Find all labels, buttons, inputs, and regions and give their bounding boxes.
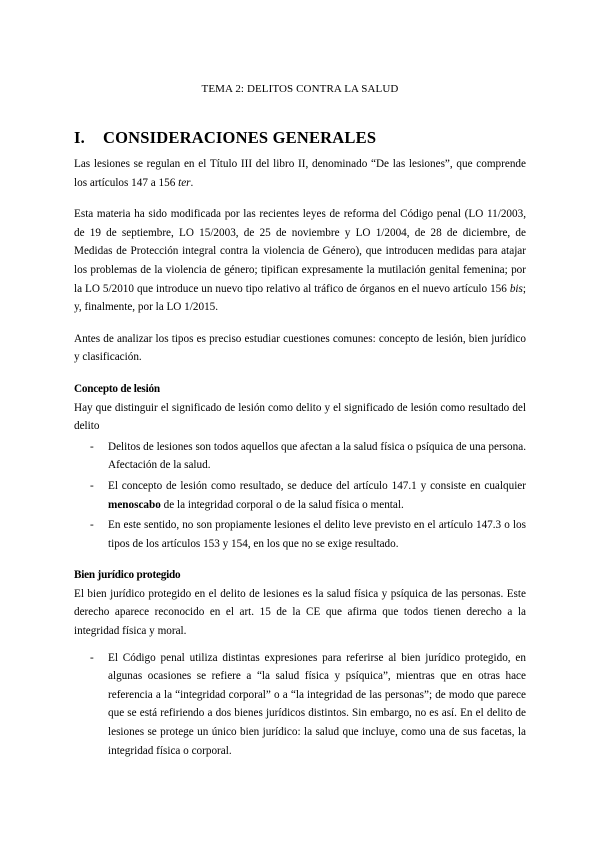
section-heading	[74, 127, 526, 149]
running-header: TEMA 2: DELITOS CONTRA LA SALUD	[201, 83, 399, 95]
list-dash: -	[90, 440, 94, 453]
paragraph-intro	[74, 155, 526, 192]
page-content	[74, 127, 526, 762]
bold-menoscabo: menoscabo	[108, 498, 161, 511]
list-item	[74, 516, 526, 553]
paragraph-reforms-text: Esta materia ha sido modificada por las recientes leyes de reforma del Código penal (LO 11/2003, de 19 de septiembre, LO 15/2003, de 25 de noviembre y LO 1/2004, de 28 de diciembre, de Medidas de Protección integral contra la violencia de Género), que introducen medidas para atajar los problemas de la violencia de género; tipifican expresamente la mutilación genital femenina; por la LO 5/2010 que introduce un nuevo tipo relativo al tráfico de órganos en el nuevo artículo 156	[74, 208, 526, 295]
paragraph-concepto-intro: Hay que distinguir el significado de lesión como delito y el significado de lesión como resultado del delito	[74, 401, 526, 433]
paragraph-reforms	[74, 205, 526, 317]
bien-juridico-list	[74, 649, 526, 761]
paragraph-common-issues: Antes de analizar los tipos es preciso estudiar cuestiones comunes: concepto de lesión, bien jurídico y clasificación.	[74, 332, 526, 364]
paragraph-intro-text: Las lesiones se regulan en el Título III del libro II, denominado “De las lesiones”, que comprende los artículos 147 a 156	[74, 158, 526, 189]
list-item-text: El Código penal utiliza distintas expresiones para referirse al bien jurídico protegido, en algunas ocasiones se refiere a “la salud física y psíquica”, mientras que en otras hace referencia a la “integridad corporal” o a “la integridad de las personas”; de modo que parece que se está refiriendo a dos bienes jurídicos distintos. Sin embargo, no es así. En el delito de lesiones se protege un único bien jurídico: la salud que incluye, como una de sus facetas, la integridad física o corporal.	[108, 651, 526, 757]
list-item-text	[108, 477, 526, 514]
paragraph-intro-end: .	[190, 176, 194, 189]
list-item	[74, 477, 526, 514]
list-item	[74, 649, 526, 761]
italic-ter: ter	[178, 176, 191, 189]
subheading-bien-juridico: Bien jurídico protegido	[74, 569, 181, 582]
list-item-text: Delitos de lesiones son todos aquellos que afectan a la salud física o psíquica de una persona. Afectación de la salud.	[108, 440, 526, 472]
section-title: CONSIDERACIONES GENERALES	[103, 128, 377, 147]
list-dash: -	[90, 651, 94, 664]
list-item	[74, 438, 526, 475]
section-number: I.	[74, 128, 85, 147]
paragraph-bien-juridico-intro: El bien jurídico protegido en el delito de lesiones es la salud física y psíquica de las personas. Este derecho aparece reconocido en el art. 15 de la CE que afirma que todos tienen derecho a la integridad física y moral.	[74, 587, 526, 638]
list-dash: -	[90, 519, 94, 532]
italic-bis: bis	[509, 282, 523, 295]
concepto-list	[74, 438, 526, 554]
list-item-text-end: de la integridad corporal o de la salud física o mental.	[160, 498, 404, 511]
list-item-text-start: El concepto de lesión como resultado, se deduce del artículo 147.1 y consiste en cualquier	[108, 479, 526, 492]
subheading-concepto: Concepto de lesión	[74, 382, 160, 395]
list-dash: -	[90, 479, 94, 492]
list-item-text: En este sentido, no son propiamente lesiones el delito leve previsto en el artículo 147.3 o los tipos de los artículos 153 y 154, en los que no se exige resultado.	[108, 519, 526, 550]
paragraph-reforms-end: ; y, finalmente, por la LO 1/2015.	[74, 282, 526, 314]
